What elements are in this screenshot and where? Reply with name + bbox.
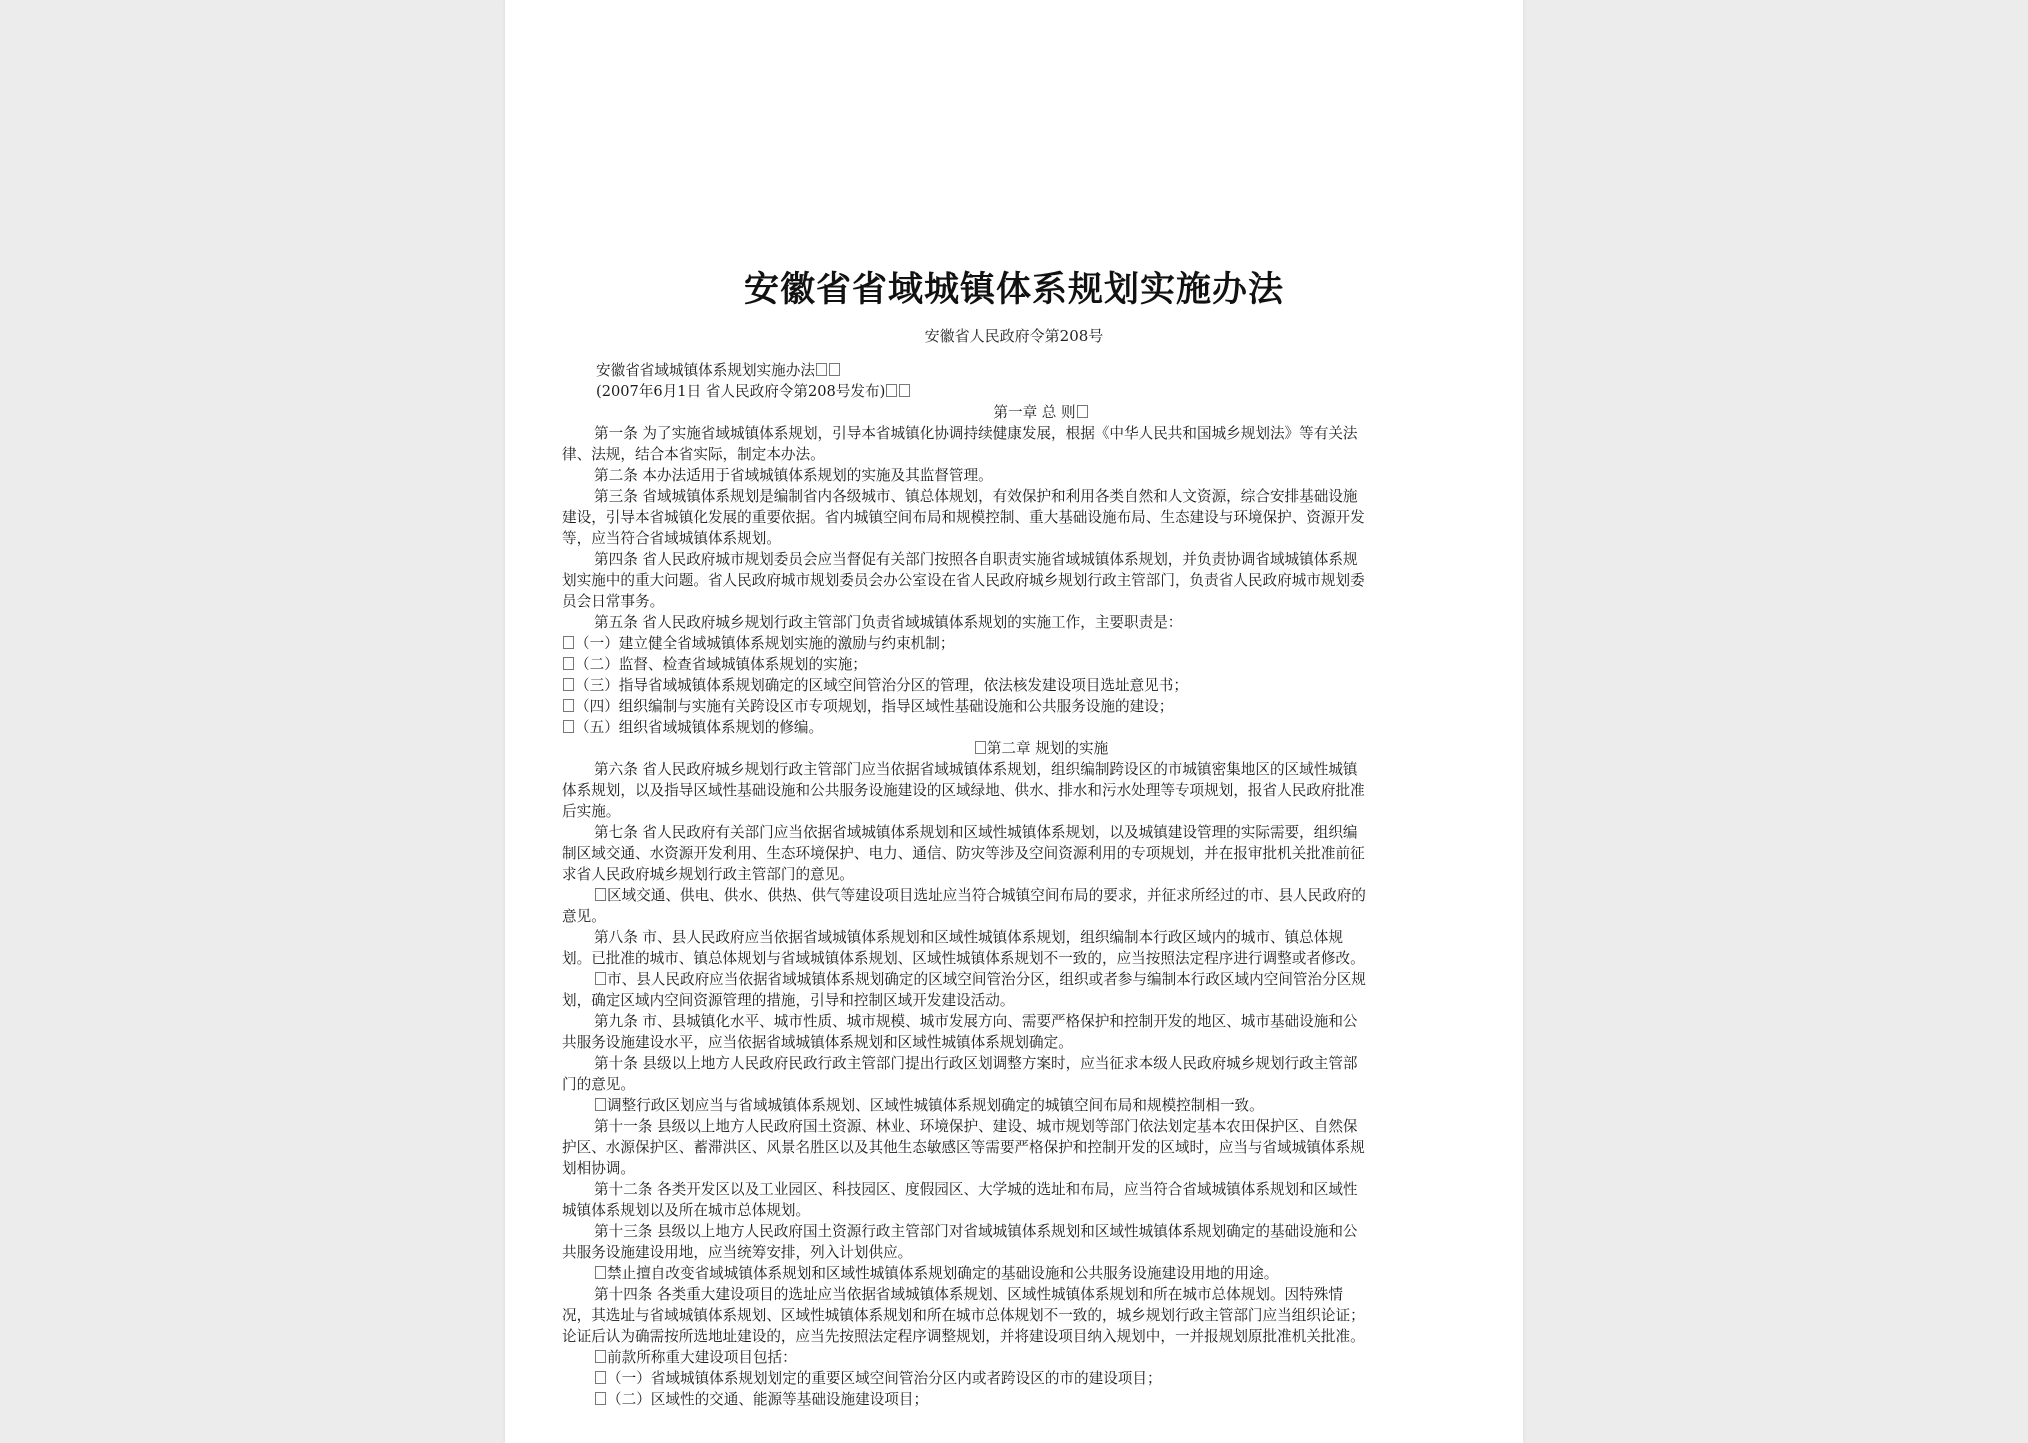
text-line: 求省人民政府城乡规划行政主管部门的意见。 <box>562 866 854 883</box>
text-line: 第八条 市、县人民政府应当依据省域城镇体系规划和区域性城镇体系规划，组织编制本行政区域内的城市、镇总体规 <box>594 929 1343 946</box>
text-line: 等，应当符合省域城镇体系规划。 <box>562 530 781 547</box>
text-line: 员会日常事务。 <box>562 593 665 610</box>
list-item: （三）指导省域城镇体系规划确定的区域空间管治分区的管理，依法核发建设项目选址意见书； <box>562 675 1474 696</box>
text-line: 共服务设施建设用地，应当统筹安排，列入计划供应。 <box>562 1244 913 1261</box>
text-line: 划，确定区域内空间资源管理的措施，引导和控制区域开发建设活动。 <box>562 992 1015 1009</box>
document-body <box>562 360 1474 1410</box>
list-item: （二）监督、检查省域城镇体系规划的实施； <box>562 654 1474 675</box>
text-line: 第十二条 各类开发区以及工业园区、科技园区、度假园区、大学城的选址和布局，应当符合省域城镇体系规划和区域性 <box>594 1181 1358 1198</box>
text-line: 门的意见。 <box>562 1076 635 1093</box>
text-line: 区域交通、供电、供水、供热、供气等建设项目选址应当符合城镇空间布局的要求，并征求所经过的市、县人民政府的 <box>562 885 1474 906</box>
text-line: 第十三条 县级以上地方人民政府国土资源行政主管部门对省域城镇体系规划和区域性城镇体系规划确定的基础设施和公 <box>594 1223 1358 1240</box>
text-line: 第十条 县级以上地方人民政府民政行政主管部门提出行政区划调整方案时，应当征求本级人民政府城乡规划行政主管部 <box>594 1055 1358 1072</box>
text-line: 论证后认为确需按所选地址建设的，应当先按照法定程序调整规划，并将建设项目纳入规划中，一并报规划原批准机关批准。 <box>562 1328 1365 1345</box>
text-line: 后实施。 <box>562 803 621 820</box>
text-line: 第六条 省人民政府城乡规划行政主管部门应当依据省域城镇体系规划，组织编制跨设区的市城镇密集地区的区域性城镇 <box>594 761 1358 778</box>
text-line: 划相协调。 <box>562 1160 635 1177</box>
header-line: (2007年6月1日 省人民政府令第208号发布) <box>562 381 1474 402</box>
text-line: 护区、水源保护区、蓄滞洪区、风景名胜区以及其他生态敏感区等需要严格保护和控制开发的区域时，应当与省域城镇体系规 <box>562 1139 1365 1156</box>
text-line: 第十一条 县级以上地方人民政府国土资源、林业、环境保护、建设、城市规划等部门依法划定基本农田保护区、自然保 <box>594 1118 1358 1135</box>
list-item: （一）建立健全省域城镇体系规划实施的激励与约束机制； <box>562 633 1474 654</box>
document-page <box>505 0 1523 1443</box>
document-title: 安徽省省域城镇体系规划实施办法 <box>743 270 1284 310</box>
text-line: 禁止擅自改变省域城镇体系规划和区域性城镇体系规划确定的基础设施和公共服务设施建设用地的用途。 <box>562 1263 1474 1284</box>
text-line: 市、县人民政府应当依据省域城镇体系规划确定的区域空间管治分区，组织或者参与编制本行政区域内空间管治分区规 <box>562 969 1474 990</box>
list-item: （二）区域性的交通、能源等基础设施建设项目； <box>562 1389 1474 1410</box>
text-line: 划实施中的重大问题。省人民政府城市规划委员会办公室设在省人民政府城乡规划行政主管部门，负责省人民政府城市规划委 <box>562 572 1365 589</box>
text-line: 第一条 为了实施省域城镇体系规划，引导本省城镇化协调持续健康发展，根据《中华人民共和国城乡规划法》等有关法 <box>594 425 1358 442</box>
text-line: 建设，引导本省城镇化发展的重要依据。省内城镇空间布局和规模控制、重大基础设施布局、生态建设与环境保护、资源开发 <box>562 509 1365 526</box>
text-line: 第五条 省人民政府城乡规划行政主管部门负责省域城镇体系规划的实施工作，主要职责是： <box>594 614 1183 631</box>
text-line: 第三条 省域城镇体系规划是编制省内各级城市、镇总体规划，有效保护和利用各类自然和人文资源，综合安排基础设施 <box>594 488 1358 505</box>
text-line: 意见。 <box>562 908 606 925</box>
text-line: 体系规划，以及指导区域性基础设施和公共服务设施建设的区域绿地、供水、排水和污水处理等专项规划，报省人民政府批准 <box>562 782 1365 799</box>
text-line: 律、法规，结合本省实际，制定本办法。 <box>562 446 825 463</box>
text-line: 况，其选址与省域城镇体系规划、区域性城镇体系规划和所在城市总体规划不一致的，城乡规划行政主管部门应当组织论证； <box>562 1307 1365 1324</box>
text-line: 调整行政区划应当与省域城镇体系规划、区域性城镇体系规划确定的城镇空间布局和规模控制相一致。 <box>562 1095 1474 1116</box>
list-item: （一）省域城镇体系规划划定的重要区域空间管治分区内或者跨设区的市的建设项目； <box>562 1368 1474 1389</box>
text-line: 第七条 省人民政府有关部门应当依据省域城镇体系规划和区域性城镇体系规划，以及城镇建设管理的实际需要，组织编 <box>594 824 1358 841</box>
list-item: （四）组织编制与实施有关跨设区市专项规划，指导区域性基础设施和公共服务设施的建设； <box>562 696 1474 717</box>
text-line: 制区域交通、水资源开发利用、生态环境保护、电力、通信、防灾等涉及空间资源利用的专项规划，并在报审批机关批准前征 <box>562 845 1365 862</box>
text-line: 共服务设施建设水平，应当依据省域城镇体系规划和区域性城镇体系规划确定。 <box>562 1034 1073 1051</box>
list-item: （五）组织省域城镇体系规划的修编。 <box>562 717 1474 738</box>
text-line: 前款所称重大建设项目包括： <box>562 1347 1474 1368</box>
text-line: 划。已批准的城市、镇总体规划与省域城镇体系规划、区域性城镇体系规划不一致的，应当按照法定程序进行调整或者修改。 <box>562 950 1365 967</box>
chapter-heading: 第一章 总 则 <box>562 402 1474 423</box>
text-line: 第二条 本办法适用于省域城镇体系规划的实施及其监督管理。 <box>594 467 993 484</box>
text-line: 第十四条 各类重大建设项目的选址应当依据省域城镇体系规划、区域性城镇体系规划和所在城市总体规划。因特殊情 <box>594 1286 1343 1303</box>
text-line: 第四条 省人民政府城市规划委员会应当督促有关部门按照各自职责实施省域城镇体系规划，并负责协调省域城镇体系规 <box>594 551 1358 568</box>
document-subtitle: 安徽省人民政府令第208号 <box>924 327 1104 345</box>
chapter-heading: 第二章 规划的实施 <box>562 738 1474 759</box>
text-line: 城镇体系规划以及所在城市总体规划。 <box>562 1202 811 1219</box>
text-line: 第九条 市、县城镇化水平、城市性质、城市规模、城市发展方向、需要严格保护和控制开发的地区、城市基础设施和公 <box>594 1013 1358 1030</box>
header-line: 安徽省省域城镇体系规划实施办法 <box>562 360 1474 381</box>
